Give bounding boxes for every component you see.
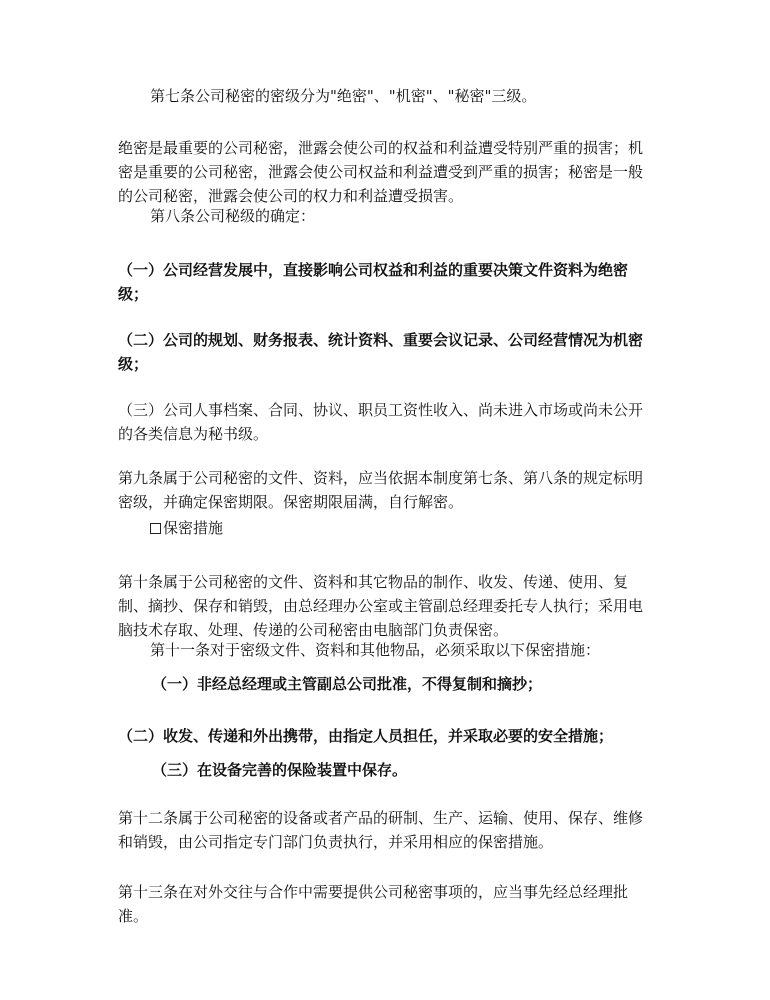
article-8-item-1: （一）公司经营发展中，直接影响公司权益和利益的重要决策文件资料为绝密级； bbox=[118, 261, 629, 303]
article-9: 第九条属于公司秘密的文件、资料，应当依据本制度第七条、第八条的规定标明密级，并确定保密期限。保密期限届满，自行解密。 bbox=[118, 469, 644, 511]
section-heading-text: 保密措施 bbox=[163, 519, 224, 537]
article-12: 第十二条属于公司秘密的设备或者产品的研制、生产、运输、使用、保存、维修和销毁，由公司指定专门部门负责执行，并采用相应的保密措施。 bbox=[118, 809, 644, 851]
article-11-item-1: （一）非经总经理或主管副总公司批准，不得复制和摘抄； bbox=[152, 675, 543, 693]
article-11: 第十一条对于密级文件、资料和其他物品，必须采取以下保密措施： bbox=[150, 641, 601, 659]
checkbox-square-icon bbox=[150, 523, 161, 534]
article-8-item-3: （三）公司人事档案、合同、协议、职员工资性收入、尚未进入市场或尚未公开的各类信息为秘书级。 bbox=[118, 401, 644, 443]
article-11-item-3: （三）在设备完善的保险装置中保存。 bbox=[152, 761, 408, 779]
article-10: 第十条属于公司秘密的文件、资料和其它物品的制作、收发、传递、使用、复制、摘抄、保存和销毁，由总经理办公室或主管副总经理委托专人执行；采用电脑技术存取、处理、传递的公司秘密由电脑部门负责保密。 bbox=[118, 573, 644, 639]
article-7: 第七条公司秘密的密级分为"绝密"、"机密"、"秘密"三级。 bbox=[150, 87, 537, 105]
article-8: 第八条公司秘级的确定： bbox=[150, 207, 316, 225]
article-11-item-2: （二）收发、传递和外出携带，由指定人员担任，并采取必要的安全措施； bbox=[118, 727, 614, 745]
secrecy-levels-definition: 绝密是最重要的公司秘密，泄露会使公司的权益和利益遭受特别严重的损害；机密是重要的公司秘密，泄露会使公司权益和利益遭受到严重的损害；秘密是一般的公司秘密，泄露会使公司的权力和利益遭受损害。 bbox=[118, 139, 644, 205]
article-13: 第十三条在对外交往与合作中需要提供公司秘密事项的，应当事先经总经理批准。 bbox=[118, 883, 629, 925]
section-heading-confidentiality-measures bbox=[150, 516, 652, 540]
article-8-item-2: （二）公司的规划、财务报表、统计资料、重要会议记录、公司经营情况为机密级； bbox=[118, 331, 644, 373]
